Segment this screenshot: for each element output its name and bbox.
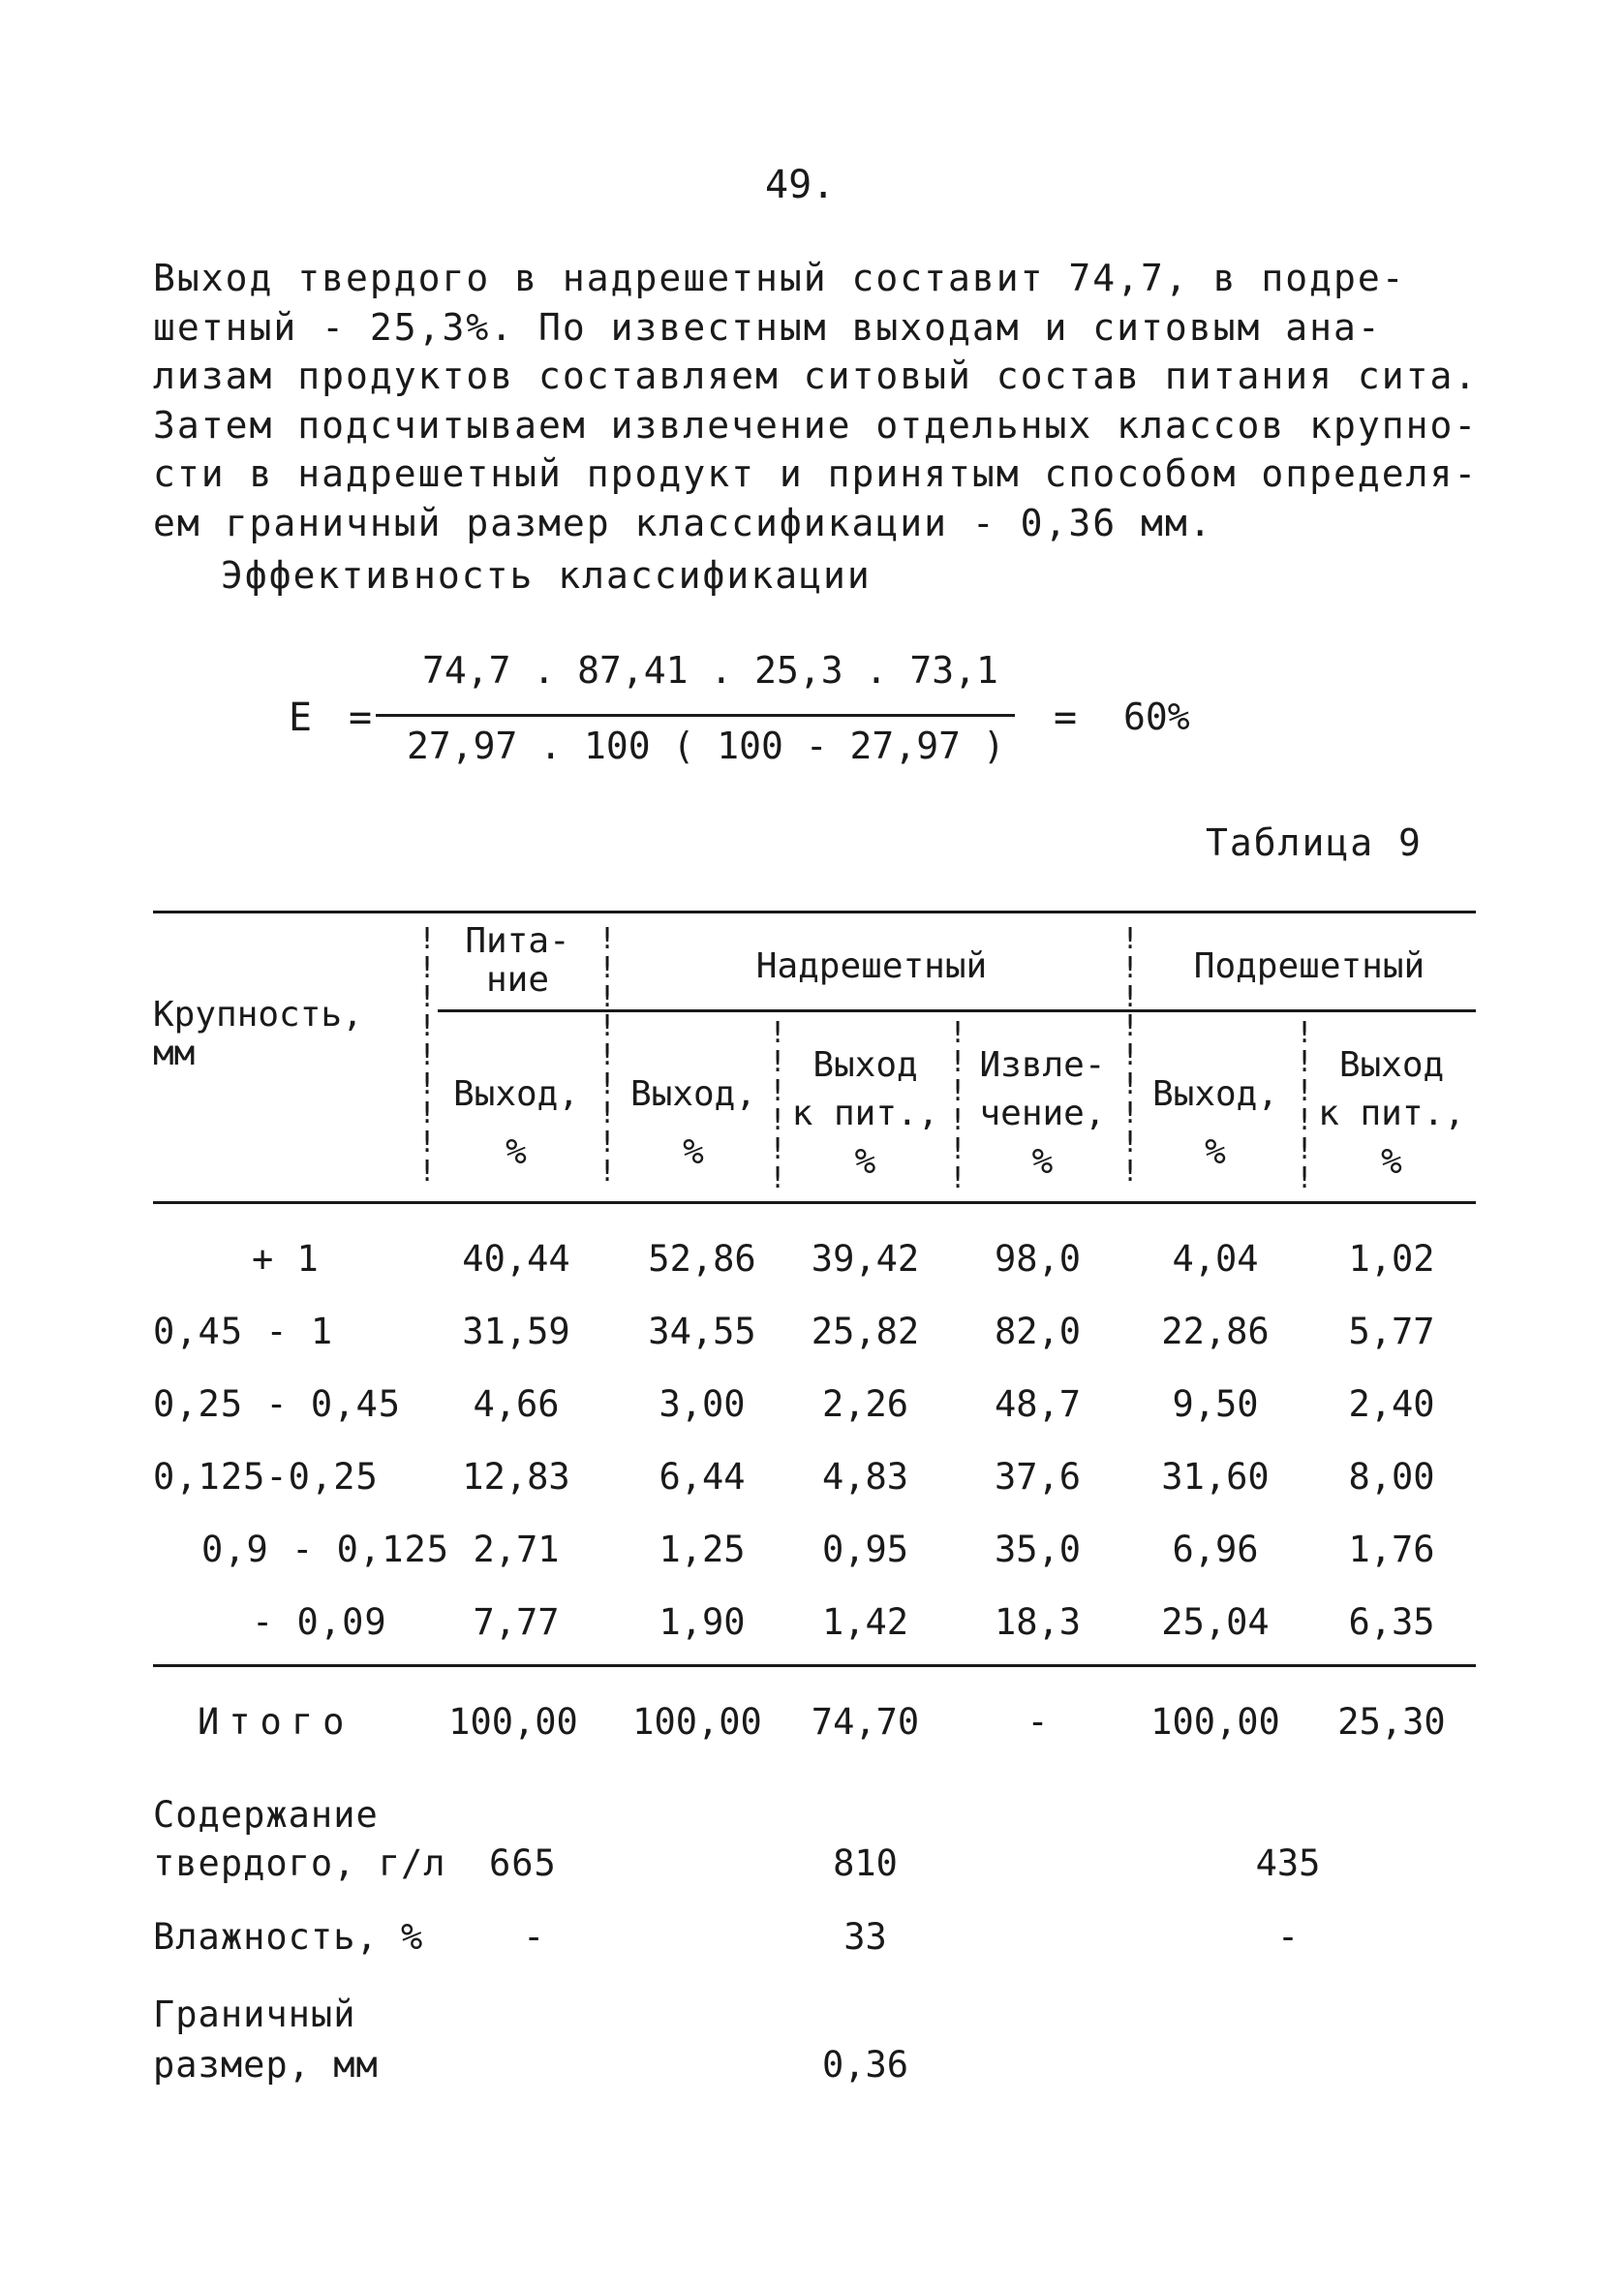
row-size: - 0,09 [252,1601,387,1643]
header-under-group: Подрешетный [1193,946,1425,986]
cell-feed: 40,44 [462,1238,570,1280]
formula-result: 60% [1123,696,1190,738]
page-number: 49. [765,163,836,207]
cell-under-yield: 31,60 [1161,1456,1270,1498]
cell-over-yield: 34,55 [648,1311,756,1352]
header-under-yield: Выход, % [1151,1074,1279,1172]
moisture-feed: - [523,1916,546,1958]
cell-recovery: 18,3 [994,1601,1082,1643]
cell-recovery: 98,0 [994,1238,1082,1280]
cell-over-yield-feed: 0,95 [821,1529,909,1570]
paragraph-line: ем граничный размер классификации - 0,36 мм. [153,501,1213,544]
cell-over-yield: 3,00 [659,1383,746,1425]
cell-under-yield: 22,86 [1161,1311,1270,1352]
header-feed-yield: Выход, % [452,1074,580,1172]
cut-size-label-line1: Граничный [153,1994,356,2035]
efficiency-heading: Эффективность классификации [221,554,872,597]
column-separator: ! ! ! ! ! ! [769,1016,787,1195]
cell-under-yield-feed: 6,35 [1348,1601,1435,1643]
moisture-label: Влажность, % [153,1916,424,1958]
header-bottom-rule [153,1201,1476,1204]
cell-under-yield: 9,50 [1172,1383,1259,1425]
cut-size-over: 0,36 [821,2044,909,2086]
cell-over-yield-feed: 1,42 [821,1601,909,1643]
cut-size-label-line2: размер, мм [153,2044,379,2086]
cell-feed: 31,59 [462,1311,570,1352]
cell-under-yield: 6,96 [1172,1529,1259,1570]
cell-feed: 4,66 [473,1383,560,1425]
row-size: 0,125-0,25 [153,1456,379,1498]
cell-under-yield-feed: 8,00 [1348,1456,1435,1498]
cell-feed: 7,77 [473,1601,560,1643]
header-over-recovery: Извле- чение, % [979,1045,1106,1182]
formula-numerator: 74,7 . 87,41 . 25,3 . 73,1 [422,649,998,692]
paragraph-line: шетный - 25,3%. По известным выходам и ситовым ана- [153,305,1382,349]
header-size: Крупность, мм [153,995,363,1073]
solids-under: 435 [1255,1842,1321,1884]
cell-feed: 12,83 [462,1456,570,1498]
total-under-yield: 100,00 [1150,1701,1280,1743]
cell-recovery: 37,6 [994,1456,1082,1498]
cell-over-yield-feed: 4,83 [821,1456,909,1498]
paragraph-line: лизам продуктов составляем ситовый состав питания сита. [153,355,1479,397]
header-over-group: Надрешетный [755,946,988,986]
moisture-under: - [1276,1916,1300,1958]
moisture-over: 33 [843,1916,887,1958]
header-feed-group: Пита- ние [465,921,570,1000]
solids-label-line2: твердого, г/л [153,1842,446,1884]
total-feed: 100,00 [448,1701,578,1743]
row-size: 0,25 - 0,45 [153,1383,402,1425]
total-over-yield-feed: 74,70 [811,1701,920,1743]
column-separator: ! ! ! ! ! ! ! ! ! [1121,922,1140,1189]
table-top-rule [153,911,1476,913]
total-label: Итого [198,1701,354,1743]
formula-equals-2: = [1054,696,1078,740]
cell-under-yield: 25,04 [1161,1601,1270,1643]
column-separator: ! ! ! ! ! ! ! ! ! [598,922,617,1189]
cell-recovery: 48,7 [994,1383,1082,1425]
solids-label-line1: Содержание [153,1794,379,1836]
cell-over-yield: 6,44 [659,1456,746,1498]
total-over-yield: 100,00 [632,1701,762,1743]
row-size: 0,9 - 0,125 [201,1529,450,1570]
solids-over: 810 [833,1842,898,1884]
total-rule [153,1664,1476,1667]
column-separator: ! ! ! ! ! ! [949,1016,967,1195]
cell-recovery: 82,0 [994,1311,1082,1352]
cell-feed: 2,71 [473,1529,560,1570]
total-recovery: - [1026,1701,1049,1743]
cell-over-yield: 1,25 [659,1529,746,1570]
paragraph-line: сти в надрешетный продукт и принятым способом определя- [153,452,1479,495]
column-separator: ! ! ! ! ! ! [1296,1016,1314,1195]
header-under-yield-feed: Выход к пит., % [1318,1045,1465,1182]
formula-equals: = [349,696,373,740]
row-size: + 1 [252,1238,320,1280]
formula-lhs: E [289,696,313,740]
cell-over-yield-feed: 2,26 [821,1383,909,1425]
table-caption: Таблица 9 [1206,821,1423,864]
cell-over-yield-feed: 39,42 [811,1238,920,1280]
total-under-yield-feed: 25,30 [1337,1701,1446,1743]
cell-recovery: 35,0 [994,1529,1082,1570]
column-separator: ! ! ! ! ! ! ! ! ! [418,922,437,1189]
cell-over-yield-feed: 25,82 [811,1311,920,1352]
header-over-yield: Выход, % [629,1074,757,1172]
header-mid-rule [438,1009,1476,1012]
paragraph-line: Затем подсчитываем извлечение отдельных классов крупно- [153,403,1479,447]
cell-under-yield: 4,04 [1172,1238,1259,1280]
fraction-bar [376,714,1015,717]
cell-under-yield-feed: 2,40 [1348,1383,1435,1425]
solids-feed: 665 [489,1842,557,1884]
body-paragraph [153,254,1509,547]
row-size: 0,45 - 1 [153,1311,334,1352]
header-over-yield-feed: Выход к пит., % [791,1045,939,1182]
paragraph-line: Выход твердого в надрешетный составит 74,7, в подре- [153,257,1406,299]
cell-over-yield: 1,90 [659,1601,746,1643]
formula-denominator: 27,97 . 100 ( 100 - 27,97 ) [407,725,1005,767]
cell-over-yield: 52,86 [648,1238,756,1280]
cell-under-yield-feed: 1,76 [1348,1529,1435,1570]
cell-under-yield-feed: 5,77 [1348,1311,1435,1352]
cell-under-yield-feed: 1,02 [1348,1238,1435,1280]
